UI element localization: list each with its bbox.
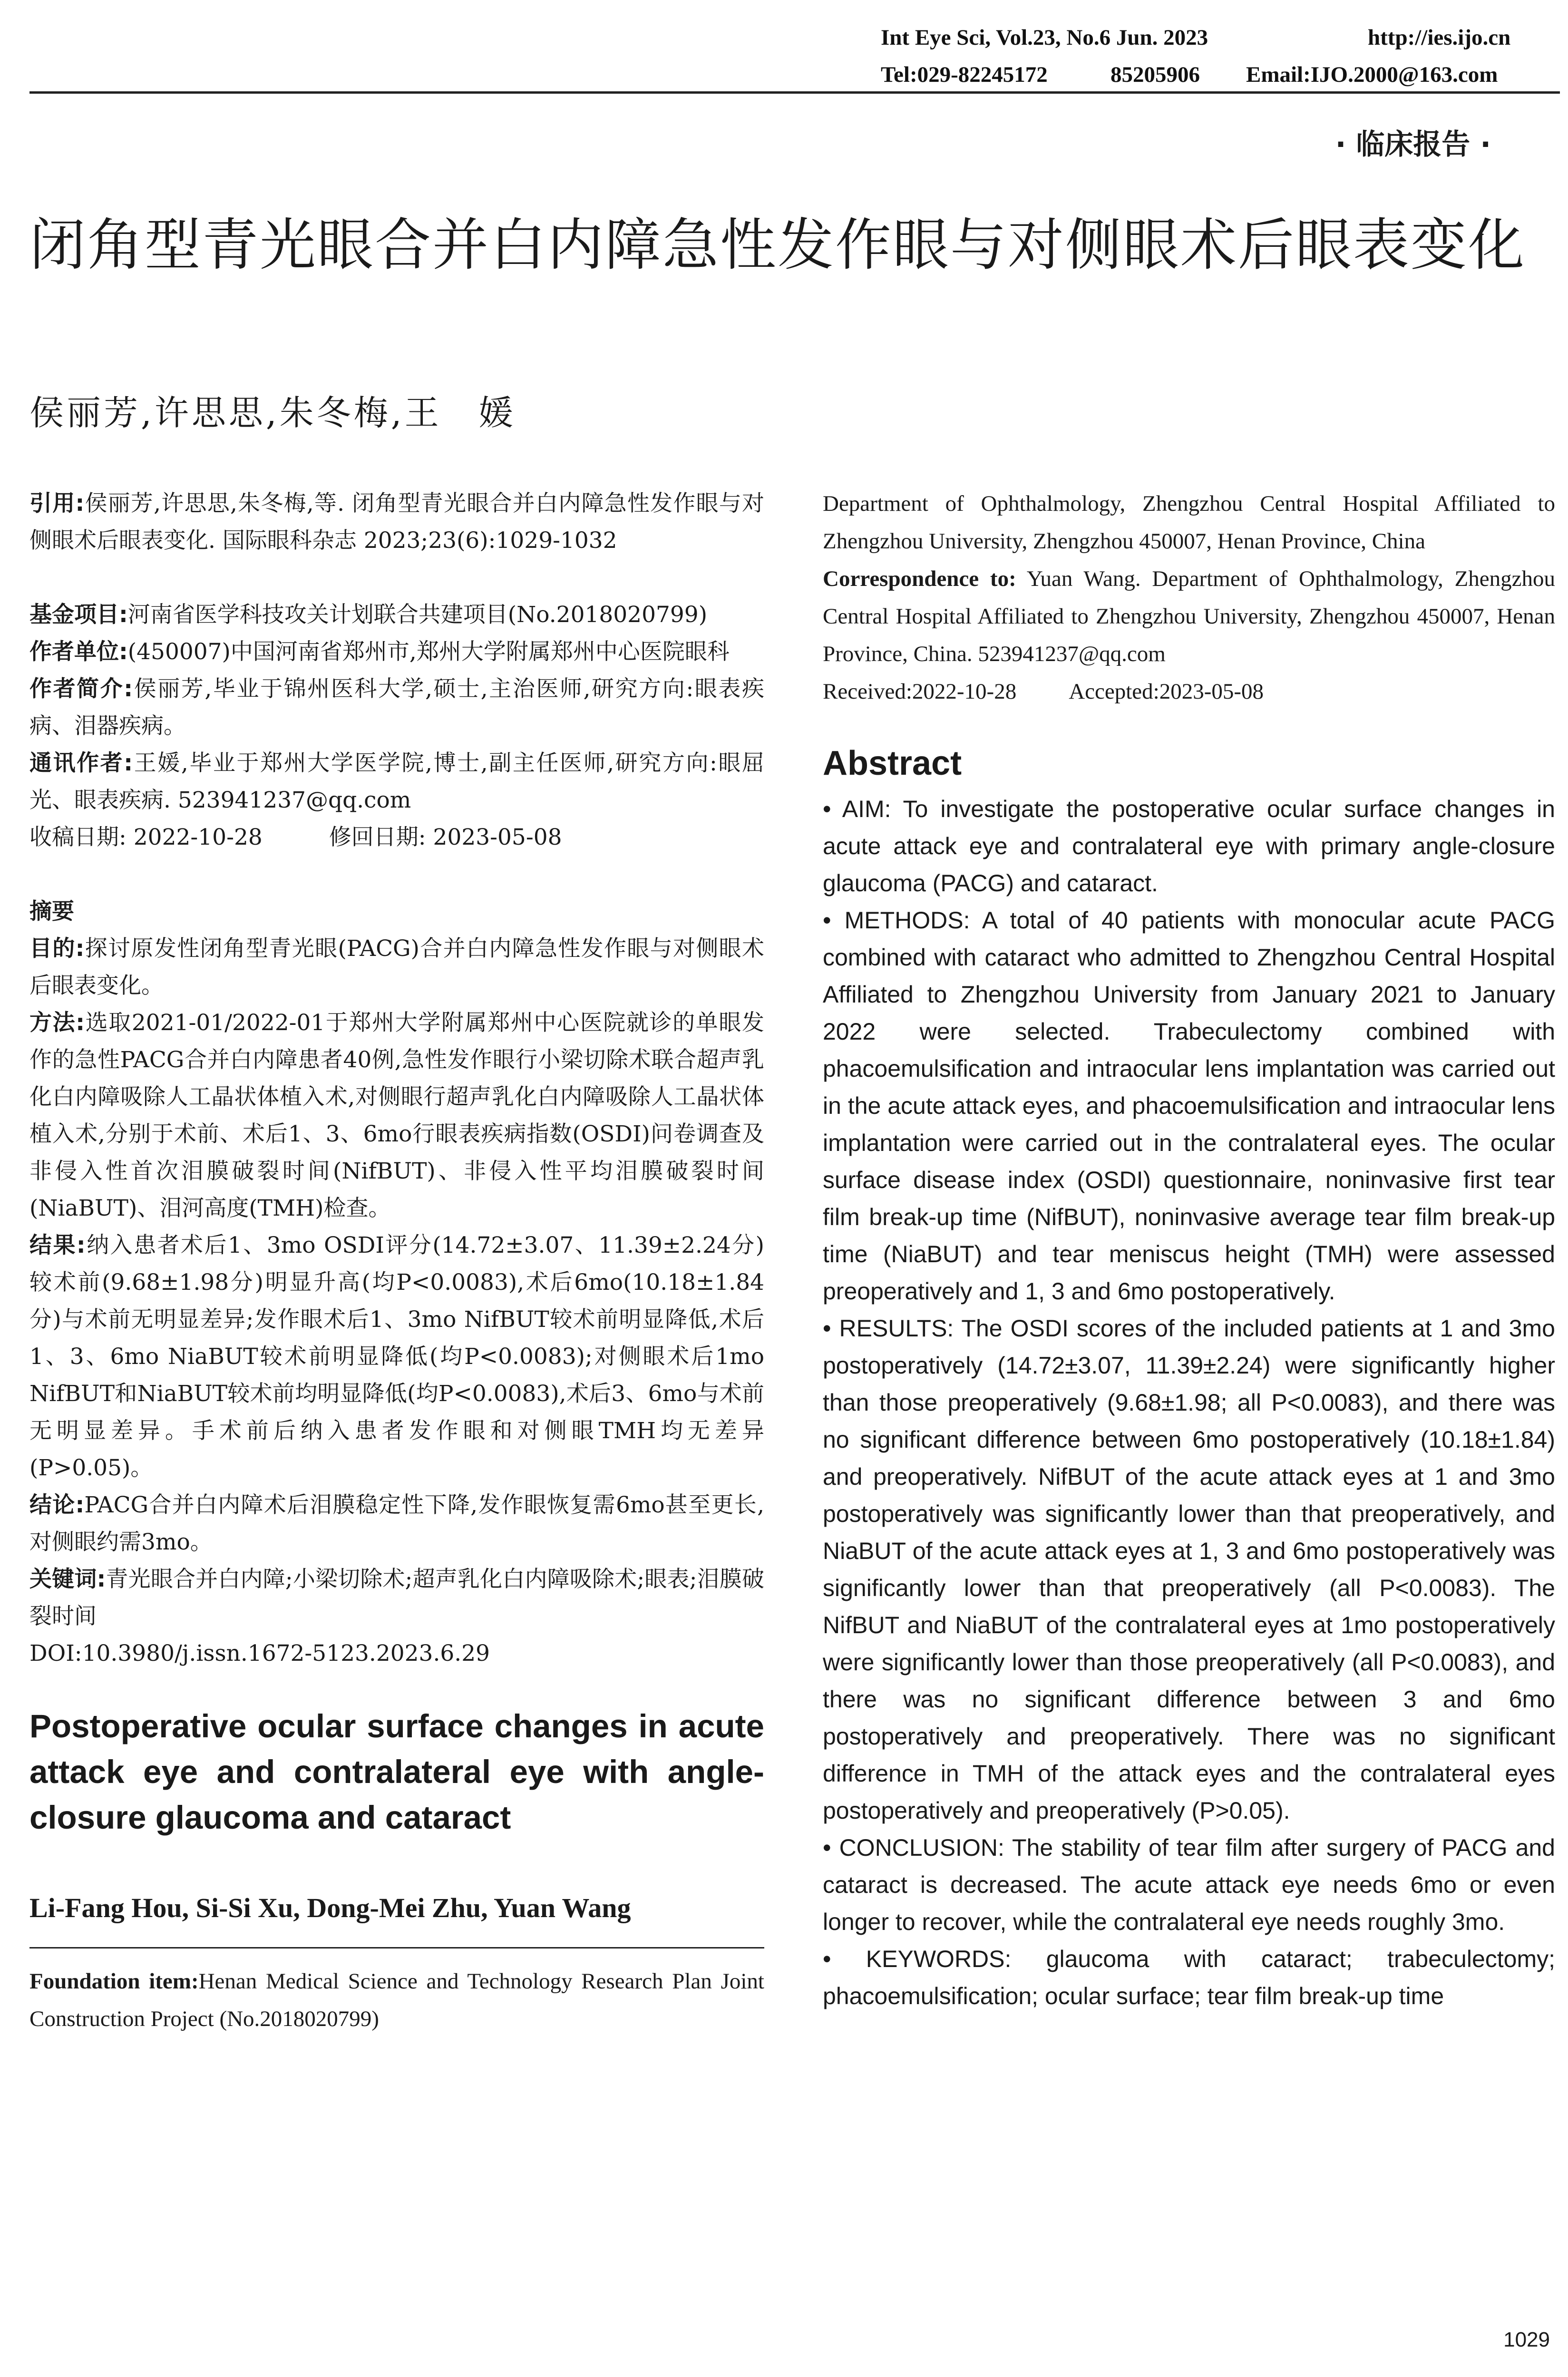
abstract-cn-heading: 摘要: [29, 898, 74, 925]
keywords-cn: 关键词:青光眼合并白内障;小梁切除术;超声乳化白内障吸除术;眼表;泪膜破裂时间: [29, 1566, 765, 1629]
page-number: 1029: [1503, 2328, 1550, 2351]
article-title: 闭角型青光眼合并白内障急性发作眼与对侧眼术后眼表变化: [29, 212, 1526, 278]
abstract-cn-aim: 目的:探讨原发性闭角型青光眼(PACG)合并白内障急性发作眼与对侧眼术后眼表变化。: [29, 935, 764, 999]
journal-email[interactable]: Email:IJO.2000@163.com: [1246, 62, 1498, 87]
header-rule: [29, 91, 1560, 94]
abstract-cn-conclusion: 结论:PACG合并白内障术后泪膜稳定性下降,发作眼恢复需6mo甚至更长,对侧眼约需3mo。: [29, 1492, 765, 1555]
citation: 引用:侯丽芳,许思思,朱冬梅,等. 闭角型青光眼合并白内障急性发作眼与对侧眼术后眼表变化. 国际眼科杂志 2023;23(6):1029-1032: [29, 490, 765, 554]
correspondence: Correspondence to: Yuan Wang. Department of Ophthalmology, Zhengzhou Central Hospital Affiliated to Zhengzhou University, Zhengzhou 450007, Henan Province, China. 523941237@qq.com: [823, 566, 1555, 666]
affiliation-en: Department of Ophthalmology, Zhengzhou Central Hospital Affiliated to Zhengzhou University, Zhengzhou 450007, Henan Province, China: [823, 491, 1555, 554]
author-bio: 作者简介:侯丽芳,毕业于锦州医科大学,硕士,主治医师,研究方向:眼表疾病、泪器疾病。: [29, 676, 765, 739]
doi[interactable]: DOI:10.3980/j.issn.1672-5123.2023.6.29: [29, 1640, 490, 1666]
journal-url[interactable]: http://ies.ijo.cn: [1368, 25, 1511, 50]
dates-en: Received:2022-10-28 Accepted:2023-05-08: [823, 679, 1264, 704]
abstract-en-aim: • AIM: To investigate the postoperative ocular surface changes in acute attack eye and contralateral eye with primary angle-closure glaucoma (PACG) and cataract.: [823, 796, 1555, 896]
fund-item: 基金项目:河南省医学科技攻关计划联合共建项目(No.2018020799): [29, 602, 708, 628]
footnote-rule: [29, 1947, 764, 1948]
abstract-en-methods: • METHODS: A total of 40 patients with monocular acute PACG combined with cataract who admitted to Zhengzhou Central Hospital Affiliated to Zhengzhou University from January 2021 to January 2022 were selected. Trabeculectomy combined with phacoemulsification and intraocular lens implantation was carried out in the acute attack eyes, and phacoemulsification and intraocular lens implantation were carried out in the contralateral eyes. The ocular surface disease index (OSDI) questionnaire, noninvasive first tear film break-up time (NifBUT), noninvasive average tear film break-up time (NiaBUT) and tear meniscus height (TMH) were assessed preoperatively and 1, 3 and 6mo postoperatively.: [823, 907, 1555, 1305]
abstract-cn-results: 结果:纳入患者术后1、3mo OSDI评分(14.72±3.07、11.39±2.24分)较术前(9.68±1.98分)明显升高(均P<0.0083),术后6mo(10.18±1.84分)与术前无明显差异;发作眼术后1、3mo NifBUT较术前明显降低,术后1、3、6mo NiaBUT较术前明显降低(均P<0.0083);对侧眼术后1mo NifBUT和NiaBUT较术前均明显降低(均P<0.0083),术后3、6mo与术前无明显差异。手术前后纳入患者发作眼和对侧眼TMH均无差异(P>0.05)。: [29, 1232, 765, 1481]
journal-info: Int Eye Sci, Vol.23, No.6 Jun. 2023: [881, 25, 1208, 50]
abstract-en-heading: Abstract: [823, 744, 962, 782]
author-unit: 作者单位:(450007)中国河南省郑州市,郑州大学附属郑州中心医院眼科: [29, 639, 730, 665]
abstract-en-keywords: • KEYWORDS: glaucoma with cataract; trabeculectomy; phacoemulsification; ocular surface; tear film break-up time: [823, 1946, 1555, 2009]
right-column: [823, 485, 1555, 2015]
english-authors: Li-Fang Hou, Si-Si Xu, Dong-Mei Zhu, Yuan Wang: [29, 1892, 631, 1923]
english-title: Postoperative ocular surface changes in acute attack eye and contralateral eye with angle-closure glaucoma and cataract: [29, 1708, 764, 1836]
dates-cn: 收稿日期: 2022-10-28 修回日期: 2023-05-08: [29, 824, 562, 850]
foundation-item: Foundation item:Henan Medical Science and Technology Research Plan Joint Construction Project (No.2018020799): [29, 1969, 764, 2031]
section-tag: · 临床报告 ·: [1335, 128, 1491, 161]
abstract-en-conclusion: • CONCLUSION: The stability of tear film after surgery of PACG and cataract is decreased. The acute attack eye needs 6mo or even longer to recover, while the contralateral eye needs roughly 3mo.: [823, 1834, 1555, 1935]
authors-cn: 侯丽芳,许思思,朱冬梅,王 媛: [29, 393, 516, 433]
left-column: [29, 485, 764, 2038]
corresponding-author: 通讯作者:王媛,毕业于郑州大学医学院,博士,副主任医师,研究方向:眼屈光、眼表疾病. 523941237@qq.com: [29, 750, 765, 813]
journal-tel: Tel:029-82245172: [881, 62, 1048, 87]
abstract-en-results: • RESULTS: The OSDI scores of the included patients at 1 and 3mo postoperatively (14.72±3.07, 11.39±2.24) were significantly higher than those preoperatively (9.68±1.98; all P<0.0083), and there was no significant difference between 6mo postoperatively (10.18±1.84) and preoperatively. NifBUT of the acute attack eyes at 1 and 3mo postoperatively was significantly lower than that preoperatively, and NiaBUT of the acute attack eyes at 1, 3 and 6mo postoperatively was significantly lower than that preoperatively (all P<0.0083). The NifBUT and NiaBUT of the contralateral eyes at 1mo postoperatively were significantly lower than those preoperatively (all P<0.0083), and there was no significant difference between 3 and 6mo postoperatively and preoperatively. There was no significant difference in TMH of the attack eyes and the contralateral eyes postoperatively and preoperatively (P>0.05).: [823, 1315, 1555, 1824]
abstract-cn-methods: 方法:选取2021-01/2022-01于郑州大学附属郑州中心医院就诊的单眼发作的急性PACG合并白内障患者40例,急性发作眼行小梁切除术联合超声乳化白内障吸除人工晶状体植入术,对侧眼行超声乳化白内障吸除人工晶状体植入术,分别于术前、术后1、3、6mo行眼表疾病指数(OSDI)问卷调查及非侵入性首次泪膜破裂时间(NifBUT)、非侵入性平均泪膜破裂时间(NiaBUT)、泪河高度(TMH)检查。: [29, 1010, 764, 1221]
journal-tel2: 85205906: [1110, 62, 1200, 87]
